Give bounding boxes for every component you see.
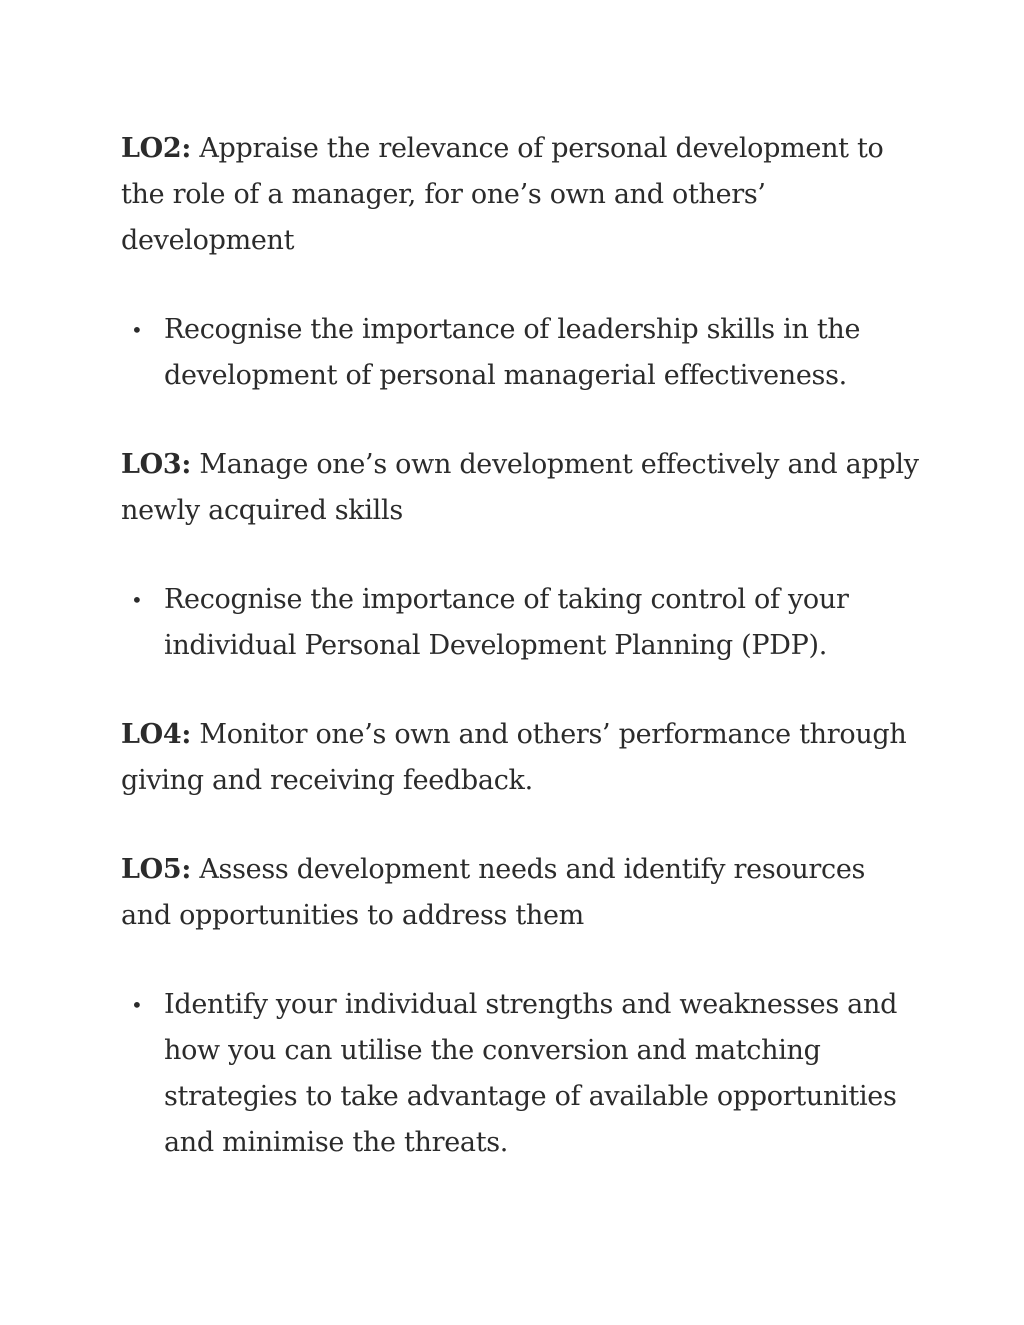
bullet-list	[121, 307, 921, 399]
lo-code: LO3:	[121, 449, 192, 480]
bullet-text: Recognise the importance of leadership skills in the development of personal managerial effectiveness.	[164, 314, 861, 391]
document-page	[121, 126, 921, 1209]
lo-text: Assess development needs and identify resources and opportunities to address them	[121, 854, 866, 931]
list-item	[121, 982, 921, 1166]
lo-code: LO2:	[121, 133, 192, 164]
lo-code: LO4:	[121, 719, 192, 750]
bullet-list	[121, 982, 921, 1166]
learning-outcome-lo4	[121, 712, 921, 804]
learning-outcome-lo5	[121, 847, 921, 939]
bullet-text: Recognise the importance of taking control of your individual Personal Development Planning (PDP).	[164, 584, 849, 661]
list-item	[121, 577, 921, 669]
bullet-icon: •	[131, 993, 143, 1017]
learning-outcome-lo3	[121, 442, 921, 534]
bullet-icon: •	[131, 318, 143, 342]
lo-code: LO5:	[121, 854, 192, 885]
lo-text: Appraise the relevance of personal development to the role of a manager, for one’s own and others’ development	[121, 133, 884, 256]
bullet-icon: •	[131, 588, 143, 612]
bullet-text: Identify your individual strengths and weaknesses and how you can utilise the conversion and matching strategies to take advantage of available opportunities and minimise the threats.	[164, 989, 898, 1158]
bullet-list	[121, 577, 921, 669]
lo-text: Monitor one’s own and others’ performance through giving and receiving feedback.	[121, 719, 907, 796]
learning-outcome-lo2	[121, 126, 921, 264]
lo-text: Manage one’s own development effectively and apply newly acquired skills	[121, 449, 919, 526]
list-item	[121, 307, 921, 399]
